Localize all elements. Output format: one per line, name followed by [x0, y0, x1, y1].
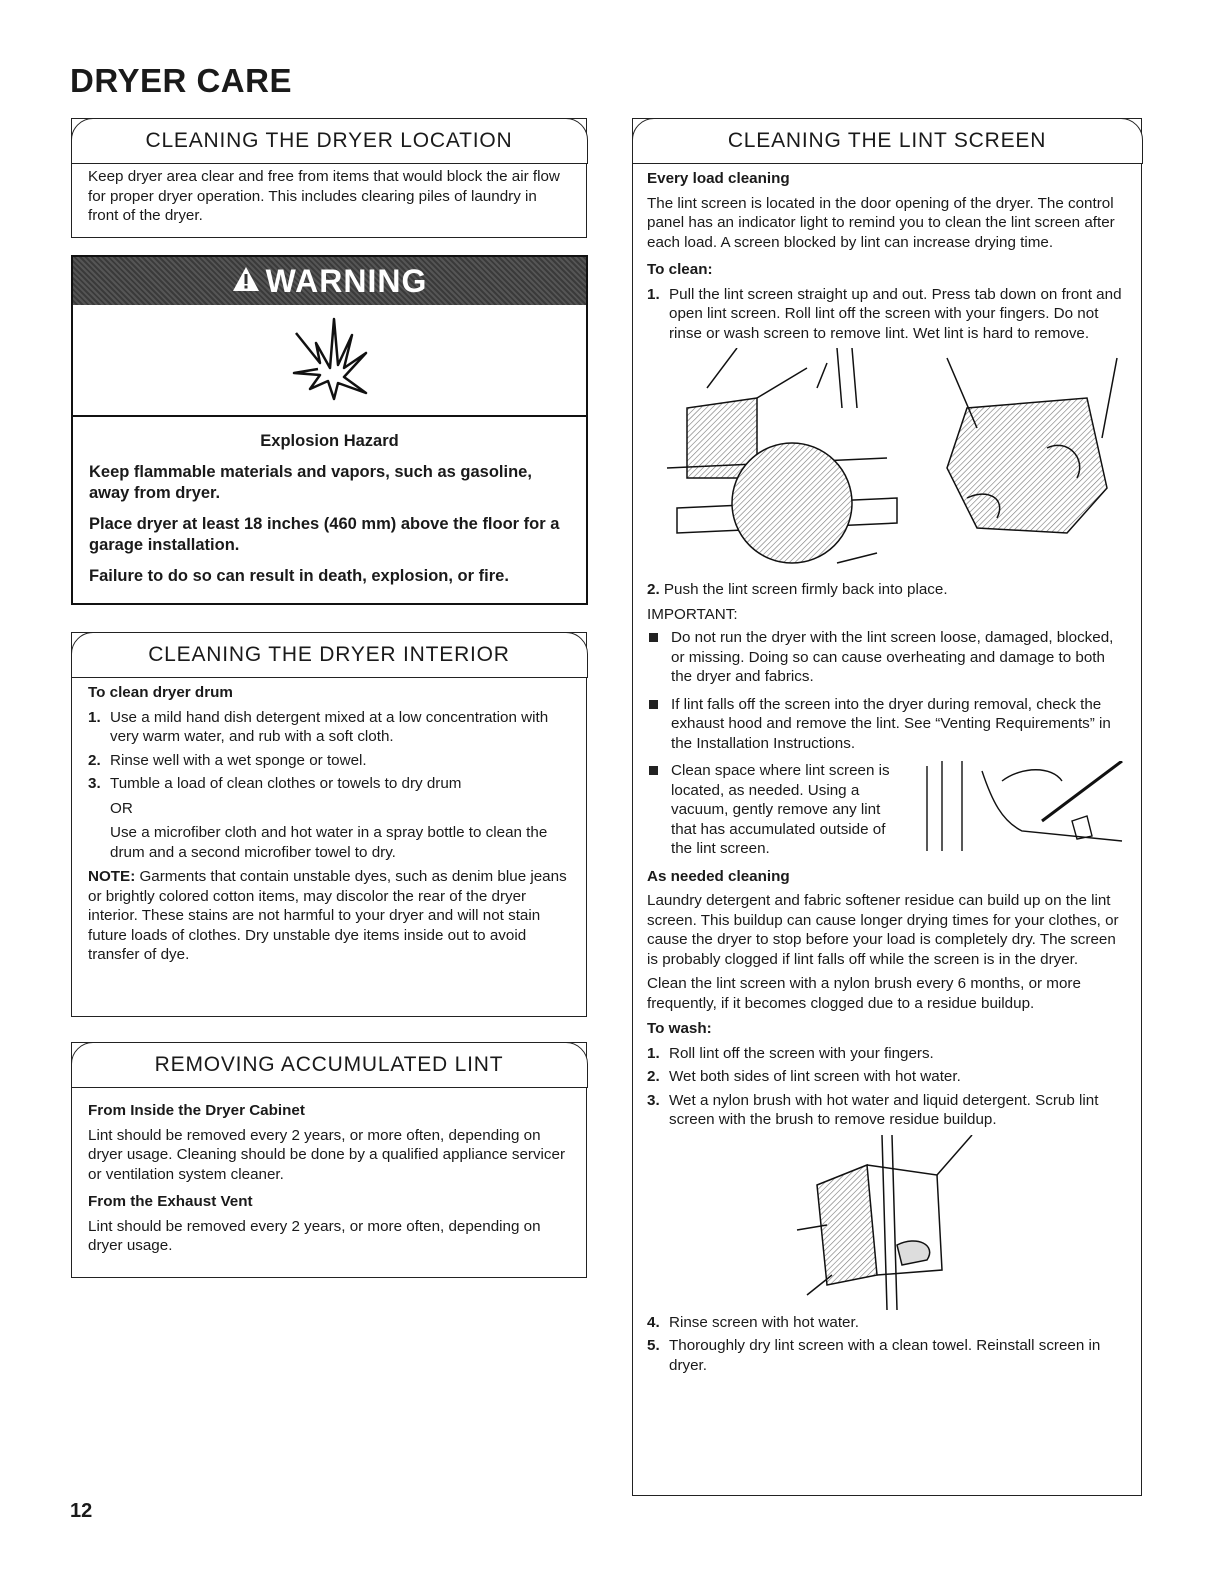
interior-steps [88, 708, 570, 794]
warning-line-1: Keep flammable materials and vapors, such as gasoline, away from dryer. [89, 463, 532, 502]
page-number: 12 [70, 1500, 93, 1522]
interior-note: NOTE: Garments that contain unstable dyes, such as denim blue jeans or brightly colored cotton items, may discolor the rear of the dryer interior. These stains are not harmful to your dryer and will not stain future loads of clothes. Dry unstable dye items inside out to avoid transfer of dye. [88, 868, 567, 963]
accum-sub1: From Inside the Dryer Cabinet [88, 1102, 305, 1119]
list-item: 2. Rinse well with a wet sponge or towel. [88, 751, 367, 769]
section-header [71, 118, 588, 164]
section-header [71, 1042, 588, 1088]
list-item: 1. Use a mild hand dish detergent mixed at a low concentration with very warm water, and rub with a soft cloth. [88, 708, 549, 745]
every-load-heading: Every load cleaning [647, 170, 790, 187]
section-title: REMOVING ACCUMULATED LINT [154, 1052, 504, 1076]
location-text: Keep dryer area clear and free from items that would block the air flow for proper dryer operation. This includes clearing piles of laundry in front of the dryer. [88, 168, 560, 224]
clean-steps-continued [647, 580, 1127, 600]
page-title: DRYER CARE [70, 62, 292, 99]
wash-steps-continued [647, 1313, 1127, 1376]
section-accumulated-lint [71, 1042, 587, 1278]
section-title: CLEANING THE LINT SCREEN [727, 128, 1047, 152]
section-header [71, 632, 588, 678]
important-heading: IMPORTANT: [647, 605, 738, 623]
as-needed-heading: As needed cleaning [647, 867, 790, 885]
section-dryer-interior [71, 632, 587, 1017]
as-needed-text-1: Laundry detergent and fabric softener residue can build up on the lint screen. This buildup can cause longer drying times for your clothes, or cause the dryer to stop before your load is completely dry. The screen is probably clogged if lint falls off while the screen is in the dryer. [647, 892, 1119, 968]
warning-header [73, 257, 586, 305]
accum-text1: Lint should be removed every 2 years, or more often, depending on dryer usage. Cleaning should be done by a qualified appliance servicer or ventilation system cleaner. [88, 1126, 566, 1183]
explosion-icon [290, 313, 370, 408]
list-item: Do not run the dryer with the lint screen loose, damaged, blocked, or missing. Doing so can cause overheating and damage to both the dryer and fabrics. [647, 628, 1127, 687]
warning-hazard: Explosion Hazard [260, 432, 399, 450]
clean-steps [647, 285, 1127, 344]
to-wash-heading: To wash: [647, 1020, 712, 1037]
warning-triangle-icon [232, 263, 260, 300]
vacuum-illustration [922, 761, 1127, 859]
list-item: 1. Roll lint off the screen with your fingers. [647, 1044, 934, 1062]
accum-text2: Lint should be removed every 2 years, or more often, depending on dryer usage. [88, 1217, 541, 1254]
every-load-text: The lint screen is located in the door opening of the dryer. The control panel has an indicator light to remind you to clean the lint screen after each load. A screen blocked by lint can increase drying time. [647, 194, 1115, 251]
list-item: 3. Wet a nylon brush with hot water and liquid detergent. Scrub lint screen with the brush to remove residue buildup. [647, 1091, 1099, 1128]
warning-box [71, 255, 588, 605]
list-item: 3. Tumble a load of clean clothes or towels to dry drum [88, 775, 462, 792]
warning-title: WARNING [265, 262, 428, 299]
section-dryer-location [71, 118, 587, 238]
list-item: 5. Thoroughly dry lint screen with a clean towel. Reinstall screen in dryer. [647, 1337, 1101, 1374]
section-title: CLEANING THE DRYER LOCATION [145, 128, 513, 152]
to-clean-heading: To clean: [647, 261, 713, 278]
list-item: 2. Push the lint screen firmly back into place. [647, 581, 948, 598]
list-item: If lint falls off the screen into the dryer during removal, check the exhaust hood and remove the lint. See “Venting Requirements” in the Installation Instructions. [647, 695, 1127, 754]
interior-alt: Use a microfiber cloth and hot water in a spray bottle to clean the drum and a second microfiber towel to dry. [110, 824, 548, 861]
list-item: 2. Wet both sides of lint screen with hot water. [647, 1068, 961, 1085]
brush-illustration [647, 1135, 1127, 1313]
warning-icon-row [73, 305, 586, 417]
interior-or: OR [110, 799, 133, 817]
lint-screen-illustration [647, 348, 1127, 576]
accum-sub2: From the Exhaust Vent [88, 1193, 253, 1210]
list-item: 4. Rinse screen with hot water. [647, 1313, 859, 1331]
section-header [632, 118, 1143, 164]
section-lint-screen [632, 118, 1142, 1496]
warning-line-3: Failure to do so can result in death, explosion, or fire. [89, 567, 509, 585]
important-bullets [647, 628, 1127, 859]
wash-steps [647, 1044, 1127, 1130]
list-item: Clean space where lint screen is located, as needed. Using a vacuum, gently remove any lint that has accumulated outside of the lint screen. [647, 761, 901, 859]
as-needed-text-2: Clean the lint screen with a nylon brush every 6 months, or more frequently, if it becomes clogged due to a residue buildup. [647, 975, 1081, 1012]
list-item: 1. Pull the lint screen straight up and out. Press tab down on front and open lint screen. Roll lint off the screen with your fingers. Do not rinse or wash screen to remove lint. Wet lint is hard to remove. [647, 285, 1122, 342]
warning-line-2: Place dryer at least 18 inches (460 mm) above the floor for a garage installation. [89, 515, 560, 554]
interior-subhead: To clean dryer drum [88, 684, 233, 701]
section-title: CLEANING THE DRYER INTERIOR [148, 642, 510, 666]
